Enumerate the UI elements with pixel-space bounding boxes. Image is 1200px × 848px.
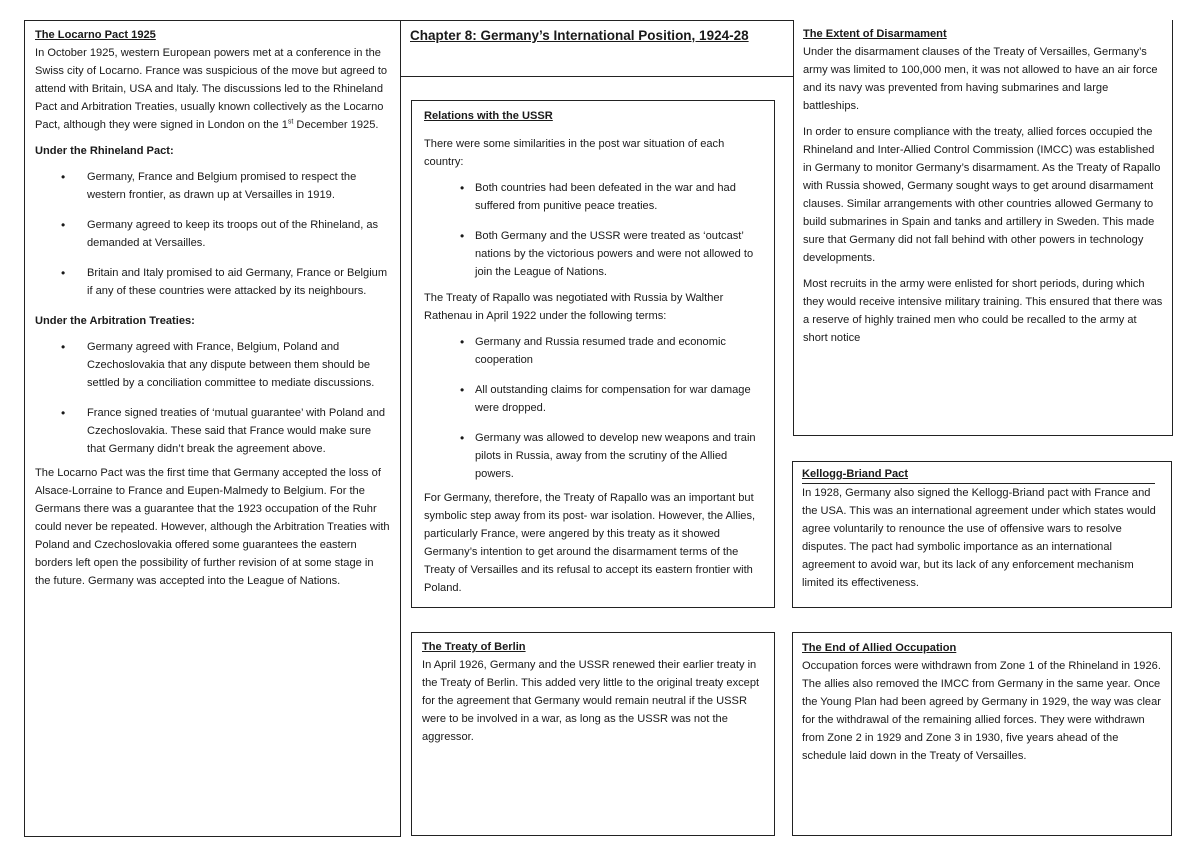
list-item: • Both countries had been defeated in the war and had suffered from punitive peace treaties. [424,179,762,215]
list-item: • Germany agreed to keep its troops out of the Rhineland, as demanded at Versailles. [35,216,390,252]
locarno-conclusion: The Locarno Pact was the first time that Germany accepted the loss of Alsace-Lorraine to France and Eupen-Malmedy to Belgium. For the Germans there was a guarantee that the 1923 occupation of the Ruhr could never be repeated. However, although the Arbitration Treaties with Poland and Czechoslovakia offered some guarantees the eastern borders left open the possibility of further revision of at some stage in the future. Germany was accepted into the League of Nations. [35,467,390,587]
kellogg-title: Kellogg-Briand Pact [802,465,1155,484]
ussr-intro: There were some similarities in the post war situation of each country: [424,138,725,168]
treaty-of-berlin-box [411,632,775,836]
locarno-pact-box [24,20,401,837]
rapallo-terms-list [424,333,762,483]
kellogg-briand-box [792,461,1172,608]
disarmament-box [793,20,1173,436]
disarmament-p2: In order to ensure compliance with the treaty, allied forces occupied the Rhineland and Inter-Allied Control Commission (IMCC) was established in Germany to monitor Germany’s disarmament. As the Treaty of Rapallo with Russia showed, Germany sought ways to get around disarmament clauses. Similar arrangements with other countries allowed Germany to build submarines in Spain and tanks and artillery in Sweden. This made sure that Germany did not fall behind with other powers in technology developments. [803,126,1161,264]
arbitration-list [35,338,390,458]
disarmament-p1: Under the disarmament clauses of the Treaty of Versailles, Germany’s army was limited to 100,000 men, it was not allowed to have an air force and its navy was prevented from having submarines and large battleships. [803,46,1158,112]
list-item: • Germany, France and Belgium promised to respect the western frontier, as drawn up at Versailles in 1919. [35,168,390,204]
kellogg-text: In 1928, Germany also signed the Kellogg-Briand pact with France and the USA. This was an international agreement under which states would agree voluntarily to renounce the use of offensive wars to resolve disputes. The pact had symbolic importance as an international agreement to avoid war, but its lack of any enforcement mechanism limited its effectiveness. [802,487,1156,589]
locarno-title: The Locarno Pact 1925 [35,29,156,41]
allied-occupation-box [792,632,1172,836]
list-item: • Germany was allowed to develop new weapons and train pilots in Russia, away from the scrutiny of the Allied powers. [424,429,762,483]
locarno-intro [35,44,390,134]
chapter-title: Chapter 8: Germany’s International Position, 1924-28 [410,28,749,43]
locarno-intro-a: In October 1925, western European powers met at a conference in the Swiss city of Locarno. France was suspicious of the move but agreed to attend with Britain, USA and Italy. The discussions led to the Rhineland Pact and Arbitration Treaties, usually known collectively as the Locarno Pact, although they were signed in London on the 1 [35,47,388,131]
list-item: • Both Germany and the USSR were treated as ‘outcast’ nations by the victorious powers and were not allowed to join the League of Nations. [424,227,762,281]
arbitration-heading: Under the Arbitration Treaties: [35,315,195,327]
disarmament-p3: Most recruits in the army were enlisted for short periods, during which they would receive intensive military training. This ensured that there was a reserve of highly trained men who could be recalled to the army at short notice [803,278,1163,344]
locarno-intro-sup: st [287,118,294,126]
disarmament-title: The Extent of Disarmament [803,28,947,40]
occupation-text: Occupation forces were withdrawn from Zone 1 of the Rhineland in 1926. The allies also removed the IMCC from Germany in the same year. Once the Young Plan had been agreed by Germany in 1929, the way was clear for the withdrawal of the remaining allied forces. They were withdrawn from Zone 2 in 1929 and Zone 3 in 1930, five years ahead of the schedule laid down in the Treaty of Versailles. [802,660,1161,762]
rapallo-intro: The Treaty of Rapallo was negotiated with Russia by Walther Rathenau in April 1922 under the following terms: [424,292,724,322]
list-item: • Germany and Russia resumed trade and economic cooperation [424,333,762,369]
chapter-header [400,20,794,77]
ussr-conclusion: For Germany, therefore, the Treaty of Rapallo was an important but symbolic step away from its post- war isolation. However, the Allies, particularly France, were angered by this treaty as it showed Germany’s intention to get around the disarmament terms of the Treaty of Versailles and its refusal to accept its eastern frontier with Poland. [424,492,756,594]
locarno-intro-b: December 1925. [293,119,379,131]
rhineland-list [35,168,390,300]
ussr-relations-box [411,100,775,608]
rhineland-heading: Under the Rhineland Pact: [35,145,174,157]
ussr-title: Relations with the USSR [424,110,553,122]
list-item: • Germany agreed with France, Belgium, Poland and Czechoslovakia that any dispute between them should be settled by a conciliation committee to mediate discussions. [35,338,390,392]
similarities-list [424,179,762,281]
list-item: • Britain and Italy promised to aid Germany, France or Belgium if any of these countries were attacked by its neighbours. [35,264,390,300]
list-item: • France signed treaties of ‘mutual guarantee’ with Poland and Czechoslovakia. These said that France would make sure that Germany didn’t break the agreement above. [35,404,390,458]
berlin-text: In April 1926, Germany and the USSR renewed their earlier treaty in the Treaty of Berlin. This added very little to the original treaty except for the agreement that Germany would remain neutral if the USSR were to be involved in a war, as long as the USSR was not the aggressor. [422,659,760,743]
list-item: • All outstanding claims for compensation for war damage were dropped. [424,381,762,417]
berlin-title: The Treaty of Berlin [422,641,526,653]
occupation-title: The End of Allied Occupation [802,642,957,654]
